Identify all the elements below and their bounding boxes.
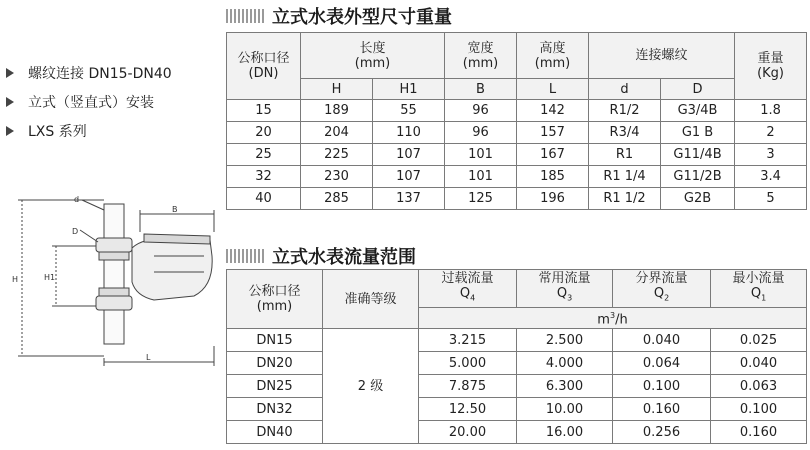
label-B: B (172, 205, 178, 214)
table-cell: R1/2 (589, 100, 661, 122)
table-cell: 0.040 (613, 329, 711, 352)
table-cell: 225 (301, 144, 373, 166)
table-row (227, 144, 807, 166)
subheader: H1 (373, 79, 445, 100)
heading-stripes-decoration (226, 9, 266, 23)
table-cell: 0.160 (711, 421, 807, 444)
table-row (227, 329, 807, 352)
table-cell: 230 (301, 166, 373, 188)
table-cell: 4.000 (517, 352, 613, 375)
table-row (227, 188, 807, 210)
table-cell: 0.040 (711, 352, 807, 375)
table-cell: 185 (517, 166, 589, 188)
table-cell: 107 (373, 144, 445, 166)
table-cell: 20 (227, 122, 301, 144)
header-height: 高度 (mm) (517, 33, 589, 79)
feature-item: LXS 系列 (6, 116, 172, 145)
table-cell: 157 (517, 122, 589, 144)
table-cell: G11/2B (661, 166, 735, 188)
water-meter-dimension-drawing (4, 186, 222, 376)
table-row (227, 398, 807, 421)
table-cell: DN15 (227, 329, 323, 352)
table-row (227, 375, 807, 398)
table-cell: 101 (445, 144, 517, 166)
table-cell: 55 (373, 100, 445, 122)
flow-section-heading (226, 243, 416, 269)
table-cell: 12.50 (419, 398, 517, 421)
header-length: 长度 (mm) (301, 33, 445, 79)
table-cell: R3/4 (589, 122, 661, 144)
table-cell: 0.063 (711, 375, 807, 398)
table-cell: 0.025 (711, 329, 807, 352)
dimensions-table (226, 32, 807, 210)
table-cell: 137 (373, 188, 445, 210)
label-d: d (74, 195, 80, 204)
header-overload: 过载流量 $Q_4$ (419, 270, 517, 308)
label-H: H (12, 275, 19, 284)
header-common: 常用流量 $Q_3$ (517, 270, 613, 308)
header-thread: 连接螺纹 (589, 33, 735, 79)
label-H1: H1 (44, 273, 56, 282)
table-cell: G2B (661, 188, 735, 210)
accuracy-grade: 2 级 (323, 329, 419, 444)
dims-section-heading (226, 3, 452, 29)
table-cell: 6.300 (517, 375, 613, 398)
table-cell: 40 (227, 188, 301, 210)
dims-heading-text: 立式水表外型尺寸重量 (272, 7, 452, 28)
header-accuracy: 准确等级 (323, 270, 419, 329)
header-weight: 重量 (Kg) (735, 33, 807, 100)
table-cell: 3 (735, 144, 807, 166)
table-cell: 20.00 (419, 421, 517, 444)
flow-range-table (226, 269, 807, 444)
feature-item: 立式（竖直式）安装 (6, 87, 172, 116)
table-cell: 5 (735, 188, 807, 210)
table-cell: G3/4B (661, 100, 735, 122)
table-cell: 2.500 (517, 329, 613, 352)
flow-heading-text: 立式水表流量范围 (272, 247, 416, 268)
table-cell: 0.256 (613, 421, 711, 444)
table-row (227, 166, 807, 188)
header-width: 宽度 (mm) (445, 33, 517, 79)
table-cell: 5.000 (419, 352, 517, 375)
table-cell: 7.875 (419, 375, 517, 398)
table-cell: G11/4B (661, 144, 735, 166)
table-cell: DN32 (227, 398, 323, 421)
table-cell: 110 (373, 122, 445, 144)
heading-stripes-decoration (226, 249, 266, 263)
table-cell: R1 (589, 144, 661, 166)
table-cell: 96 (445, 122, 517, 144)
header-nominal: 公称口径 (DN) (227, 33, 301, 100)
table-cell: DN20 (227, 352, 323, 375)
table-cell: 32 (227, 166, 301, 188)
table-cell: 96 (445, 100, 517, 122)
header-minimum: 最小流量 $Q_1$ (711, 270, 807, 308)
table-row (227, 100, 807, 122)
table-cell: 142 (517, 100, 589, 122)
table-row (227, 352, 807, 375)
table-cell: 101 (445, 166, 517, 188)
subheader: d (589, 79, 661, 100)
table-cell: 10.00 (517, 398, 613, 421)
triangle-bullet-icon (6, 68, 14, 78)
table-cell: 3.4 (735, 166, 807, 188)
table-cell: 25 (227, 144, 301, 166)
feature-list (6, 58, 172, 145)
table-cell: 167 (517, 144, 589, 166)
table-cell: 196 (517, 188, 589, 210)
subheader: L (517, 79, 589, 100)
triangle-bullet-icon (6, 126, 14, 136)
table-cell: 189 (301, 100, 373, 122)
table-cell: 0.100 (613, 375, 711, 398)
table-cell: 125 (445, 188, 517, 210)
table-cell: 15 (227, 100, 301, 122)
table-cell: 2 (735, 122, 807, 144)
header-nominal: 公称口径 (mm) (227, 270, 323, 329)
table-cell: 16.00 (517, 421, 613, 444)
table-cell: 3.215 (419, 329, 517, 352)
table-cell: 285 (301, 188, 373, 210)
subheader: B (445, 79, 517, 100)
header-boundary: 分界流量 $Q_2$ (613, 270, 711, 308)
flow-unit: $m^3/h$ (419, 308, 807, 329)
table-cell: R1 1/2 (589, 188, 661, 210)
table-cell: DN25 (227, 375, 323, 398)
label-D: D (72, 227, 79, 236)
subheader: D (661, 79, 735, 100)
table-cell: 204 (301, 122, 373, 144)
triangle-bullet-icon (6, 97, 14, 107)
table-cell: 0.064 (613, 352, 711, 375)
table-row (227, 122, 807, 144)
table-cell: 0.100 (711, 398, 807, 421)
table-cell: G1 B (661, 122, 735, 144)
table-cell: R1 1/4 (589, 166, 661, 188)
table-cell: DN40 (227, 421, 323, 444)
subheader: H (301, 79, 373, 100)
table-cell: 0.160 (613, 398, 711, 421)
label-L: L (146, 353, 151, 362)
feature-item: 螺纹连接 DN15-DN40 (6, 58, 172, 87)
table-cell: 1.8 (735, 100, 807, 122)
table-row (227, 421, 807, 444)
table-cell: 107 (373, 166, 445, 188)
